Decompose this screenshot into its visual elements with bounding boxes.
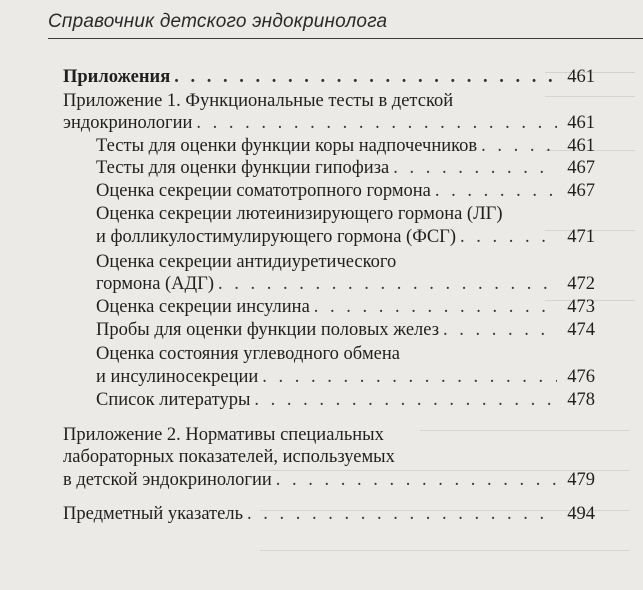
toc-page-number: 467: [567, 158, 595, 178]
toc-item-references[interactable]: [96, 389, 595, 411]
toc-entry-appendices[interactable]: [63, 66, 595, 88]
leader-dots: [460, 226, 557, 248]
toc-page-number: 476: [567, 367, 595, 387]
leader-dots: [481, 135, 557, 157]
toc-item-gh-secretion[interactable]: [96, 180, 595, 202]
leader-dots: [254, 389, 557, 411]
toc-entry-label: Предметный указатель: [63, 504, 244, 524]
toc-entry-appendix2-line1[interactable]: Приложение 2. Нормативы специальных: [63, 425, 384, 445]
toc-item-adrenal-tests[interactable]: [96, 135, 595, 157]
toc-entry-label: и фолликулостимулирующего гормона (ФСГ): [96, 227, 457, 247]
toc-item-adh-line1[interactable]: Оценка секреции антидиуретического: [96, 252, 397, 272]
toc-entry-label: Пробы для оценки функции половых желез: [96, 320, 440, 340]
toc-page-number: 461: [567, 113, 595, 133]
toc-page-number: 478: [567, 390, 595, 410]
toc-item-carb[interactable]: [96, 366, 595, 388]
toc-entry-label: Тесты для оценки функции коры надпочечников: [96, 136, 478, 156]
leader-dots: [196, 112, 557, 134]
toc-item-adh[interactable]: [96, 273, 595, 295]
toc-entry-label: Оценка секреции инсулина: [96, 297, 310, 317]
toc-page-number: 473: [567, 297, 595, 317]
toc-item-pituitary-tests[interactable]: [96, 157, 595, 179]
toc-item-lh-fsh[interactable]: [96, 226, 595, 248]
toc-page-number: 471: [567, 227, 595, 247]
toc-page-number: 461: [567, 136, 595, 156]
toc-entry-appendix2[interactable]: [63, 469, 595, 491]
leader-dots: [174, 66, 557, 88]
toc-entry-appendix1-line1[interactable]: Приложение 1. Функциональные тесты в детской: [63, 91, 454, 111]
toc-page-number: 494: [567, 504, 595, 524]
toc-entry-label: в детской эндокринологии: [63, 470, 272, 490]
book-title: Справочник детского эндокринолога: [48, 11, 388, 32]
toc-item-carb-line1[interactable]: Оценка состояния углеводного обмена: [96, 344, 400, 364]
toc-entry-label: Список литературы: [96, 390, 251, 410]
leader-dots: [276, 469, 557, 491]
leader-dots: [393, 157, 557, 179]
toc-item-gonads[interactable]: [96, 319, 595, 341]
toc-entry-label: эндокринологии: [63, 113, 193, 133]
leader-dots: [218, 273, 557, 295]
leader-dots: [314, 296, 557, 318]
toc-entry-appendix1[interactable]: [63, 112, 595, 134]
toc-page-number: 474: [567, 320, 595, 340]
toc-entry-index[interactable]: [63, 503, 595, 525]
toc-page-number: 467: [567, 181, 595, 201]
leader-dots: [435, 180, 557, 202]
toc-page-number: 472: [567, 274, 595, 294]
toc-entry-label: Тесты для оценки функции гипофиза: [96, 158, 390, 178]
toc-item-lh-fsh-line1[interactable]: Оценка секреции лютеинизирующего гормона (ЛГ): [96, 204, 503, 224]
toc-entry-label: гормона (АДГ): [96, 274, 215, 294]
toc-entry-label: Приложения: [63, 67, 171, 87]
leader-dots: [262, 366, 557, 388]
leader-dots: [247, 503, 557, 525]
leader-dots: [443, 319, 557, 341]
toc-page-number: 461: [567, 67, 595, 87]
toc-entry-label: и инсулиносекреции: [96, 367, 259, 387]
toc-page-number: 479: [567, 470, 595, 490]
toc-entry-appendix2-line2[interactable]: лабораторных показателей, используемых: [63, 447, 395, 467]
toc-item-insulin[interactable]: [96, 296, 595, 318]
toc-entry-label: Оценка секреции соматотропного гормона: [96, 181, 431, 201]
